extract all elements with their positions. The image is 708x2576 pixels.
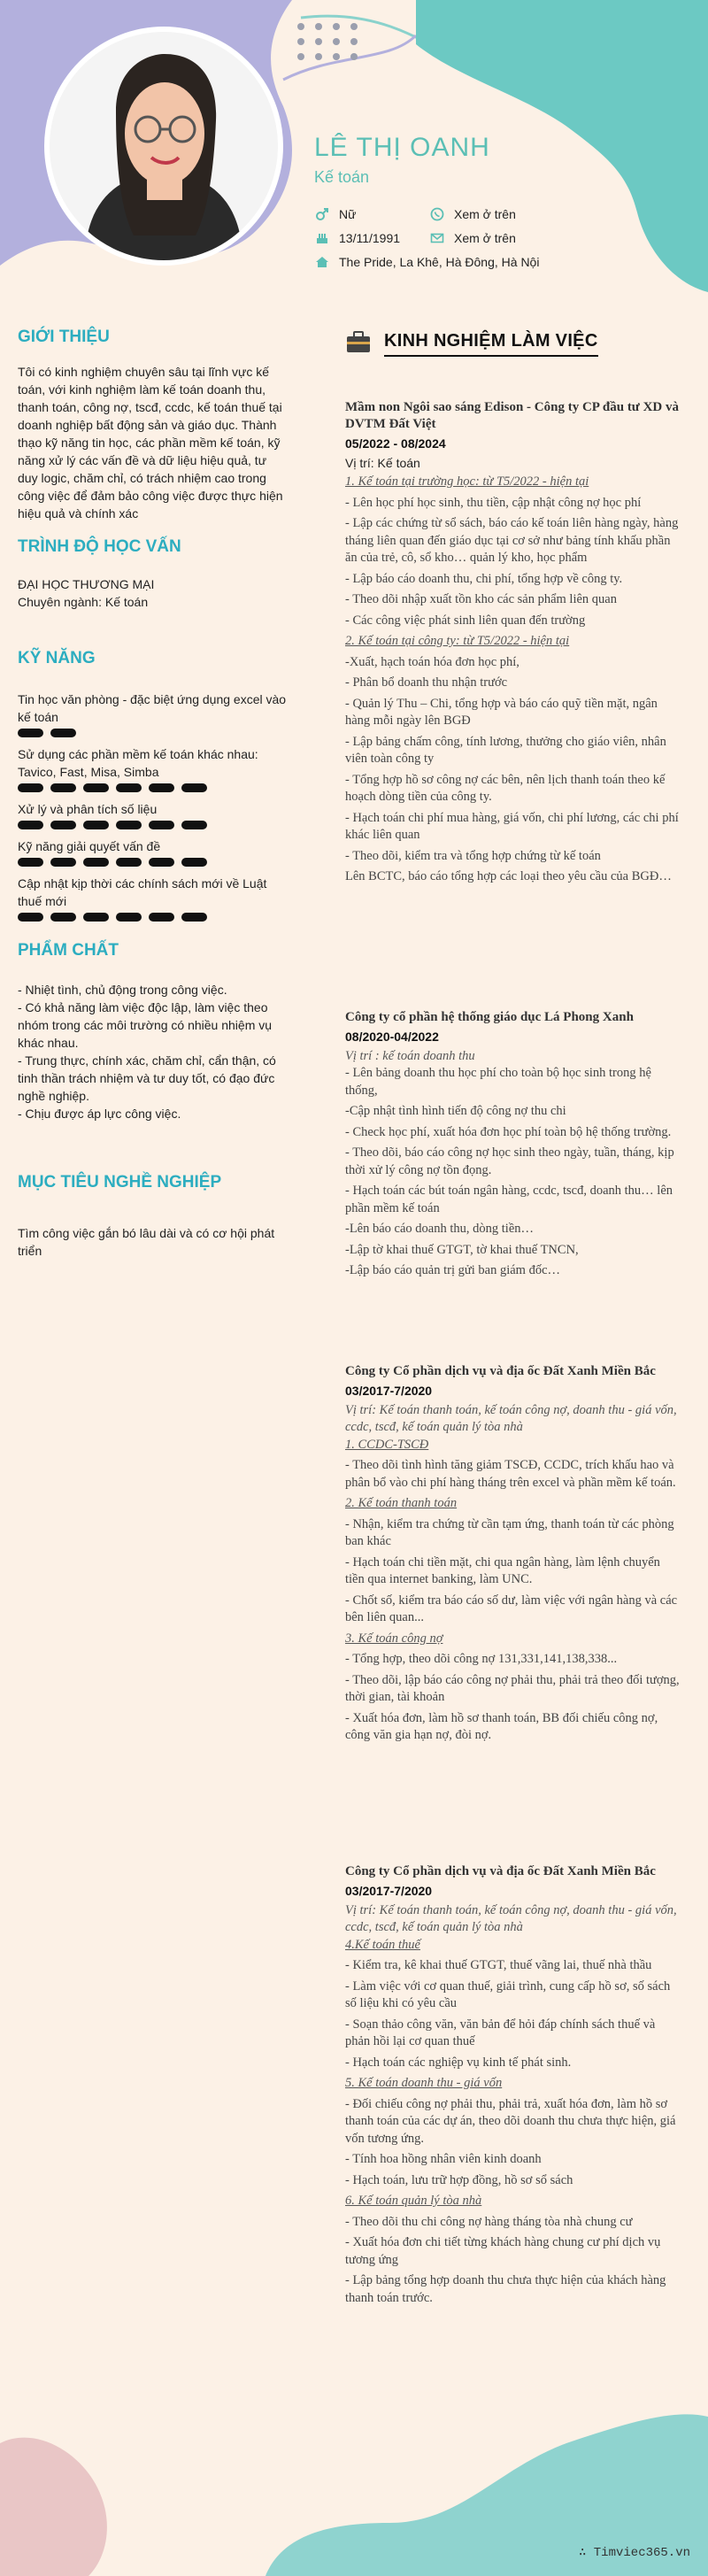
duty-subheading: 2. Kế toán thanh toán <box>345 1496 458 1510</box>
skill-level-dot <box>18 821 43 829</box>
duty-line: - Soạn thảo công văn, văn bản để hỏi đáp chính sách thuế và phản hồi lại cơ quan thuế <box>345 2017 656 2048</box>
footer-brand-text: Timviec365.vn <box>593 2546 690 2560</box>
email-icon <box>429 230 445 246</box>
home-icon <box>314 254 330 270</box>
job-position: Vị trí: Kế toán <box>345 455 420 470</box>
skill-level-dot <box>181 858 207 867</box>
experience-heading: KINH NGHIỆM LÀM VIỆC <box>384 331 598 357</box>
quality-item: - Trung thực, chính xác, chăm chỉ, cẩn thận, có tinh thần trách nhiệm và tư duy tốt, có đạo đức nghề nghiệp. <box>18 1053 276 1103</box>
duty-line: - Hạch toán chi tiền mặt, chi qua ngân hàng, làm lệnh chuyển tiền qua internet banking, làm UNC. <box>345 1554 660 1586</box>
duty-subheading: 1. CCDC-TSCĐ <box>345 1437 429 1452</box>
skill-item <box>18 837 288 867</box>
email-row <box>429 230 516 246</box>
education-school: ĐẠI HỌC THƯƠNG MẠI <box>18 577 155 591</box>
quality-item: - Chịu được áp lực công việc. <box>18 1107 181 1121</box>
duty-line: - Lập các chứng từ sổ sách, báo cáo kế toán liên hàng ngày, hàng tháng liên quan đến giáo dục tại cơ sở như bảng tính khấu phần ăn của trẻ, cô, sổ kho… quản lý kho, học phẩm <box>345 516 679 565</box>
qualities-heading: PHẨM CHẤT <box>18 941 119 960</box>
skill-label: Tin học văn phòng - đặc biệt ứng dụng excel vào kế toán <box>18 692 287 724</box>
job-entry <box>345 1009 681 1284</box>
phone-value: Xem ở trên <box>454 207 516 221</box>
skill-level-dot <box>116 913 142 922</box>
duty-line: - Hạch toán các bút toán ngân hàng, ccdc, tscđ, doanh thu… lên phần mềm kế toán <box>345 1184 673 1215</box>
skill-level-dot <box>181 783 207 792</box>
skill-level-dot <box>18 783 43 792</box>
duty-subheading: 3. Kế toán công nợ <box>345 1631 443 1646</box>
duty-line: - Lập bảng tổng hợp doanh thu chưa thực hiện của khách hàng thanh toán trước. <box>345 2273 666 2305</box>
skill-item <box>18 875 288 922</box>
address-value: The Pride, La Khê, Hà Đông, Hà Nội <box>339 255 540 269</box>
skill-level-dot <box>149 729 174 737</box>
duty-line: - Hạch toán chi phí mua hàng, giá vốn, chi phí lương, các chi phí khác liên quan <box>345 810 679 842</box>
avatar <box>44 27 283 266</box>
company-name: Mầm non Ngôi sao sáng Edison - Công ty CP đầu tư XD và DVTM Đất Việt <box>345 400 679 431</box>
duty-line: - Hạch toán, lưu trữ hợp đồng, hồ sơ sổ sách <box>345 2172 573 2187</box>
duty-line: - Xuất hóa đơn chi tiết từng khách hàng chung cư phí dịch vụ tương ứng <box>345 2235 661 2267</box>
skill-level-dot <box>50 821 76 829</box>
skill-level-dot <box>50 913 76 922</box>
duty-line: -Lên báo cáo doanh thu, dòng tiền… <box>345 1222 535 1236</box>
skill-label: Cập nhật kịp thời các chính sách mới về Luật thuế mới <box>18 876 267 908</box>
candidate-title: Kế toán <box>314 168 370 186</box>
duty-line: -Lập báo cáo quản trị gửi ban giám đốc… <box>345 1263 561 1277</box>
duty-line: -Xuất, hạch toán hóa đơn học phí, <box>345 654 519 669</box>
skill-label: Kỹ năng giải quyết vấn đề <box>18 839 161 853</box>
gender-row <box>314 206 356 222</box>
phone-icon <box>429 206 445 222</box>
skill-item <box>18 690 288 737</box>
quality-item: - Nhiệt tình, chủ động trong công việc. <box>18 983 227 997</box>
duty-line: - Các công việc phát sinh liên quan đến trường <box>345 613 586 628</box>
intro-heading: GIỚI THIỆU <box>18 328 110 346</box>
skill-level-dot <box>116 821 142 829</box>
duty-line: - Lập báo cáo doanh thu, chi phí, tổng hợp về công ty. <box>345 571 623 586</box>
skill-level-dot <box>50 858 76 867</box>
skill-level-dot <box>83 821 109 829</box>
skill-level-bar <box>18 913 288 922</box>
birthday-cake-icon <box>314 230 330 246</box>
skill-level-dot <box>18 858 43 867</box>
duty-subheading: 5. Kế toán doanh thu - giá vốn <box>345 2076 503 2090</box>
skill-level-dot <box>149 783 174 792</box>
duty-line: - Tổng hợp, theo dõi công nợ 131,331,141,138,338... <box>345 1652 618 1666</box>
duty-line: - Theo dõi tình hình tăng giảm TSCĐ, CCDC, trích khấu hao và phân bổ vào chi phí hàng tháng trên excel và phần mềm kế toán. <box>345 1458 676 1490</box>
duty-line: - Xuất hóa đơn, làm hồ sơ thanh toán, BB đối chiếu công nợ, công văn gia hạn nợ, đòi nợ. <box>345 1710 658 1742</box>
duty-line: - Theo dõi thu chi công nợ hàng tháng tòa nhà chung cư <box>345 2214 633 2229</box>
duty-line: - Lên học phí học sinh, thu tiền, cập nhật công nợ học phí <box>345 495 642 510</box>
skill-item <box>18 800 288 829</box>
duty-line: - Tính hoa hồng nhân viên kinh doanh <box>345 2152 542 2166</box>
email-value: Xem ở trên <box>454 231 516 245</box>
gender-value: Nữ <box>339 207 357 221</box>
duty-line: - Theo dõi, báo cáo công nợ học sinh theo ngày, tuần, tháng, kịp thời xử lý công nợ tồn đọng. <box>345 1145 674 1177</box>
gender-icon <box>314 206 330 222</box>
address-row <box>314 254 539 270</box>
duty-line: - Hạch toán các nghiệp vụ kinh tế phát sinh. <box>345 2055 572 2070</box>
company-name: Công ty cổ phần hệ thống giáo dục Lá Phong Xanh <box>345 1010 634 1024</box>
duty-line: - Theo dõi, kiểm tra và tổng hợp chứng từ kế toán <box>345 848 601 863</box>
skills-heading: KỸ NĂNG <box>18 649 96 667</box>
skill-level-dot <box>83 858 109 867</box>
skill-level-dot <box>116 783 142 792</box>
skill-level-dot <box>83 783 109 792</box>
duty-subheading: 6. Kế toán quản lý tòa nhà <box>345 2194 482 2208</box>
skill-level-dot <box>181 913 207 922</box>
skill-label: Xử lý và phân tích số liệu <box>18 802 158 816</box>
job-position: Vị trí: Kế toán thanh toán, kế toán công nợ, doanh thu - giá vốn, ccdc, tscđ, kế toán quản lý tòa nhà <box>345 1402 677 1434</box>
duty-line: - Check học phí, xuất hóa đơn học phí toàn bộ hệ thống trường. <box>345 1124 672 1139</box>
duty-line: - Phân bổ doanh thu nhận trước <box>345 675 508 690</box>
skill-item <box>18 745 288 792</box>
briefcase-icon <box>345 329 372 359</box>
job-entry <box>345 1363 681 1748</box>
dob-row <box>314 230 400 246</box>
skill-level-dot <box>83 729 109 737</box>
dob-value: 13/11/1991 <box>339 231 401 245</box>
duty-line: - Kiểm tra, kê khai thuế GTGT, thuế vãng lai, thuế nhà thầu <box>345 1958 652 1972</box>
goal-heading: MỤC TIÊU NGHỀ NGHIỆP <box>18 1173 222 1192</box>
phone-row <box>429 206 516 222</box>
qualities-list <box>18 981 288 1122</box>
education-heading: TRÌNH ĐỘ HỌC VẤN <box>18 537 181 556</box>
skill-label: Sử dụng các phần mềm kế toán khác nhau: Tavico, Fast, Misa, Simba <box>18 747 258 779</box>
skill-level-dot <box>181 821 207 829</box>
duty-line: -Cập nhật tình hình tiến độ công nợ thu chi <box>345 1104 566 1118</box>
duty-line: - Quản lý Thu – Chi, tổng hợp và báo cáo quỹ tiền mặt, ngân hàng mỗi ngày lên BGĐ <box>345 696 658 728</box>
duty-line: - Lên bảng doanh thu học phí cho toàn bộ học sinh trong hệ thống, <box>345 1066 651 1098</box>
experience-header <box>345 329 598 359</box>
quality-item: - Có khả năng làm việc độc lập, làm việc theo nhóm trong các môi trường có nhiều nhiệm vụ khác nhau. <box>18 1000 273 1050</box>
duty-subheading: 2. Kế toán tại công ty: từ T5/2022 - hiện tại <box>345 634 570 648</box>
job-entry <box>345 399 681 890</box>
skill-level-dot <box>116 858 142 867</box>
company-name: Công ty Cổ phần dịch vụ và địa ốc Đất Xanh Miền Bắc <box>345 1364 656 1378</box>
duty-line: - Chốt số, kiểm tra báo cáo số dư, làm việc với ngân hàng và các bên liên quan... <box>345 1593 678 1624</box>
skill-level-dot <box>83 913 109 922</box>
duty-subheading: 4.Kế toán thuế <box>345 1937 420 1952</box>
skill-level-dot <box>149 821 174 829</box>
duty-line: - Theo dõi nhập xuất tồn kho các sản phẩm liên quan <box>345 592 617 606</box>
goal-text: Tìm công việc gắn bó lâu dài và có cơ hội phát triển <box>18 1226 275 1258</box>
footer-brand: ∴ Timviec365.vn <box>578 2546 690 2560</box>
skill-level-bar <box>18 821 288 829</box>
job-position: Vị trí: Kế toán thanh toán, kế toán công nợ, doanh thu - giá vốn, ccdc, tscđ, kế toán quản lý tòa nhà <box>345 1902 677 1934</box>
duty-line: - Tổng hợp hồ sơ công nợ các bên, nên lịch thanh toán theo kế hoạch dòng tiền của công ty. <box>345 772 666 804</box>
skill-level-bar <box>18 729 288 737</box>
duty-line: - Làm việc với cơ quan thuế, giải trình, cung cấp hồ sơ, số sách số liệu khi có yêu cầu <box>345 1978 671 2010</box>
skill-level-dot <box>181 729 207 737</box>
skill-level-dot <box>149 913 174 922</box>
skill-level-dot <box>50 729 76 737</box>
duty-line: -Lập tờ khai thuế GTGT, tờ khai thuế TNCN, <box>345 1242 579 1257</box>
job-date: 08/2020-04/2022 <box>345 1030 439 1044</box>
company-name: Công ty Cổ phần dịch vụ và địa ốc Đất Xanh Miền Bắc <box>345 1864 656 1878</box>
duty-subheading: 1. Kế toán tại trường học: từ T5/2022 - hiện tại <box>345 474 589 489</box>
duty-line: - Theo dõi, lập báo cáo công nợ phải thu, phải trả theo đối tượng, thời gian, tài khoản <box>345 1672 680 1704</box>
job-position: Vị trí : kế toán doanh thu <box>345 1048 475 1063</box>
duty-line: - Lập bảng chấm công, tính lương, thưởng cho giáo viên, nhân viên toàn công ty <box>345 734 666 766</box>
job-entry <box>345 1863 681 2310</box>
duty-line: - Đối chiếu công nợ phải thu, phải trả, xuất hóa đơn, làm hồ sơ thanh toán của các dự án, theo dõi doanh thu chưa thực hiện, giá vốn tương ứng. <box>345 2096 676 2146</box>
skill-level-bar <box>18 858 288 867</box>
education-major: Chuyên ngành: Kế toán <box>18 595 149 609</box>
intro-text: Tôi có kinh nghiệm chuyên sâu tại lĩnh vực kế toán, với kinh nghiệm làm kế toán doanh thu, thanh toán, công nợ, tscđ, ccdc, kế toán thuế tại doanh nghiệp bất động sản và giáo dục. Thành thạo kỹ năng tin học, các phần mềm kế toán, kỹ năng xử lý các vấn đề và dữ liệu hiệu quả, tư duy logic, chăm chỉ, có trách nhiệm cao trong công việc để đảm bảo công việc được thực hiện hiệu quả và chính xác <box>18 365 283 521</box>
candidate-name: LÊ THỊ OANH <box>314 133 490 162</box>
skill-level-bar <box>18 783 288 792</box>
skill-level-dot <box>18 913 43 922</box>
duty-line: Lên BCTC, báo cáo tổng hợp các loại theo yêu cầu của BGĐ… <box>345 869 672 883</box>
job-date: 03/2017-7/2020 <box>345 1384 433 1398</box>
skill-level-dot <box>50 783 76 792</box>
skill-level-dot <box>116 729 142 737</box>
job-date: 05/2022 - 08/2024 <box>345 436 446 451</box>
skill-level-dot <box>149 858 174 867</box>
duty-line: - Nhận, kiểm tra chứng từ cần tạm ứng, thanh toán từ các phòng ban khác <box>345 1516 674 1548</box>
skill-level-dot <box>18 729 43 737</box>
job-date: 03/2017-7/2020 <box>345 1884 433 1898</box>
